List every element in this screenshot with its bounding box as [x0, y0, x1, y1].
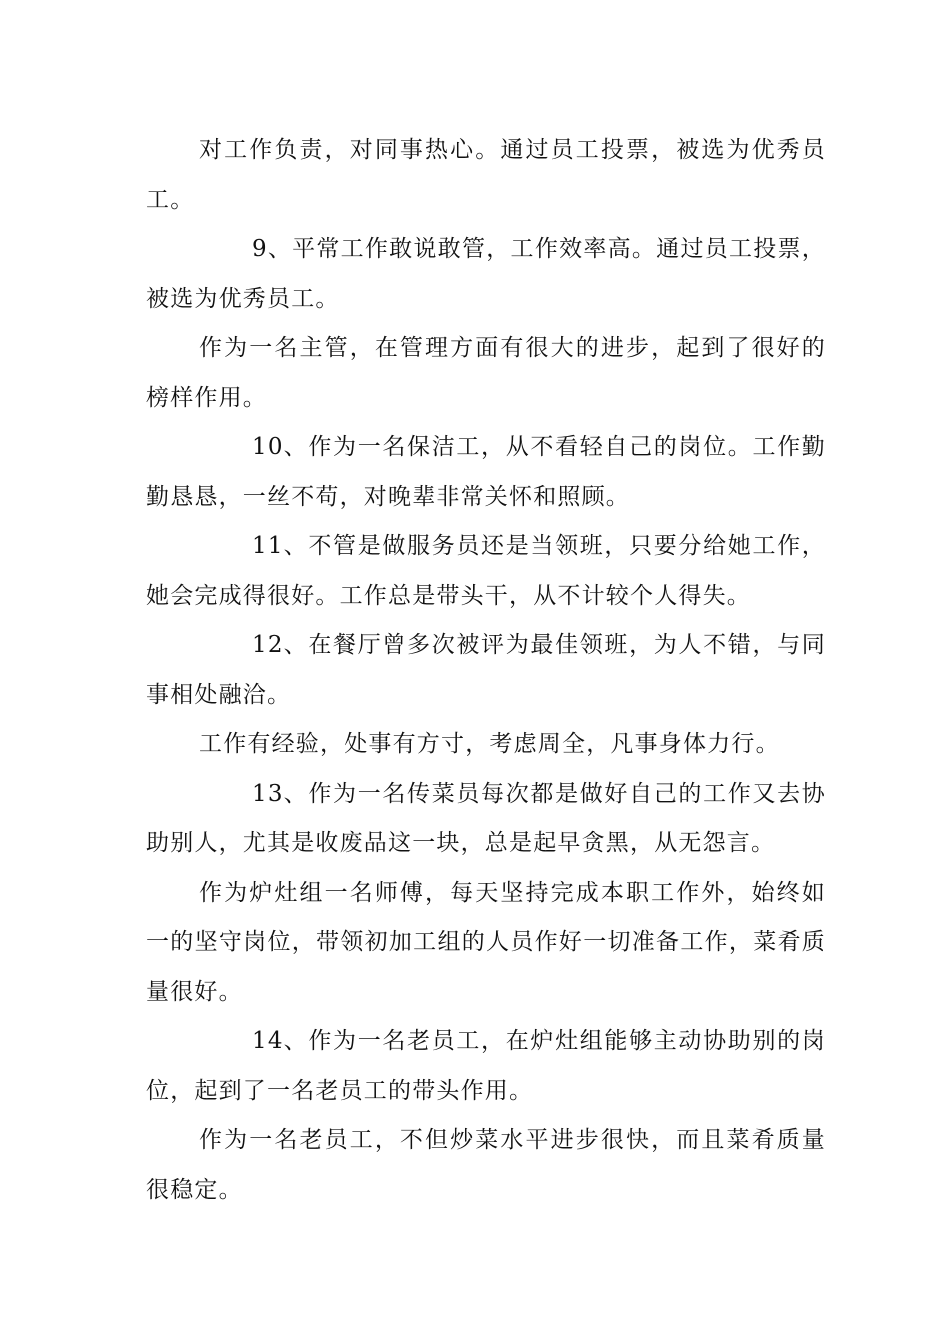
item-number: 14、 — [252, 1028, 308, 1054]
document-body — [146, 126, 826, 1215]
paragraph — [146, 621, 826, 720]
paragraph-text: 工作有经验，处事有方寸，考虑周全，凡事身体力行。 — [199, 731, 780, 757]
paragraph — [146, 869, 826, 1018]
item-number: 13、 — [252, 780, 308, 807]
paragraph-text: 平常工作敢说敢管，工作效率高。通过员工投票，被选为优秀员工。 — [146, 236, 826, 312]
item-number: 11、 — [252, 533, 308, 559]
paragraph-text: 作为一名保洁工，从不看轻自己的岗位。工作勤勤恳恳，一丝不苟，对晚辈非常关怀和照顾。 — [146, 434, 826, 510]
paragraph-text: 在餐厅曾多次被评为最佳领班，为人不错，与同事相处融洽。 — [146, 632, 826, 708]
paragraph-text: 作为炉灶组一名师傅，每天坚持完成本职工作外，始终如一的坚守岗位，带领初加工组的人员作好一切准备工作，菜肴质量很好。 — [146, 879, 826, 1005]
paragraph — [146, 720, 826, 770]
paragraph — [146, 126, 826, 225]
paragraph-text: 作为一名主管，在管理方面有很大的进步，起到了很好的榜样作用。 — [146, 335, 826, 411]
paragraph — [146, 770, 826, 869]
paragraph — [146, 1116, 826, 1215]
paragraph-text: 作为一名老员工，在炉灶组能够主动协助别的岗位，起到了一名老员工的带头作用。 — [146, 1028, 826, 1104]
paragraph — [146, 324, 826, 423]
item-number: 9、 — [252, 236, 293, 262]
paragraph — [146, 423, 826, 522]
paragraph-text: 对工作负责，对同事热心。通过员工投票，被选为优秀员工。 — [146, 137, 826, 213]
paragraph — [146, 1017, 826, 1116]
paragraph-text: 作为一名老员工，不但炒菜水平进步很快，而且菜肴质量很稳定。 — [146, 1127, 826, 1203]
paragraph — [146, 522, 826, 621]
item-number: 12、 — [252, 632, 308, 658]
paragraph-text: 不管是做服务员还是当领班，只要分给她工作，她会完成得很好。工作总是带头干，从不计较个人得失。 — [146, 533, 826, 609]
paragraph — [146, 225, 826, 324]
paragraph-text: 作为一名传菜员每次都是做好自己的工作又去协助别人，尤其是收废品这一块，总是起早贪黑，从无怨言。 — [146, 780, 826, 856]
item-number: 10、 — [252, 434, 308, 460]
